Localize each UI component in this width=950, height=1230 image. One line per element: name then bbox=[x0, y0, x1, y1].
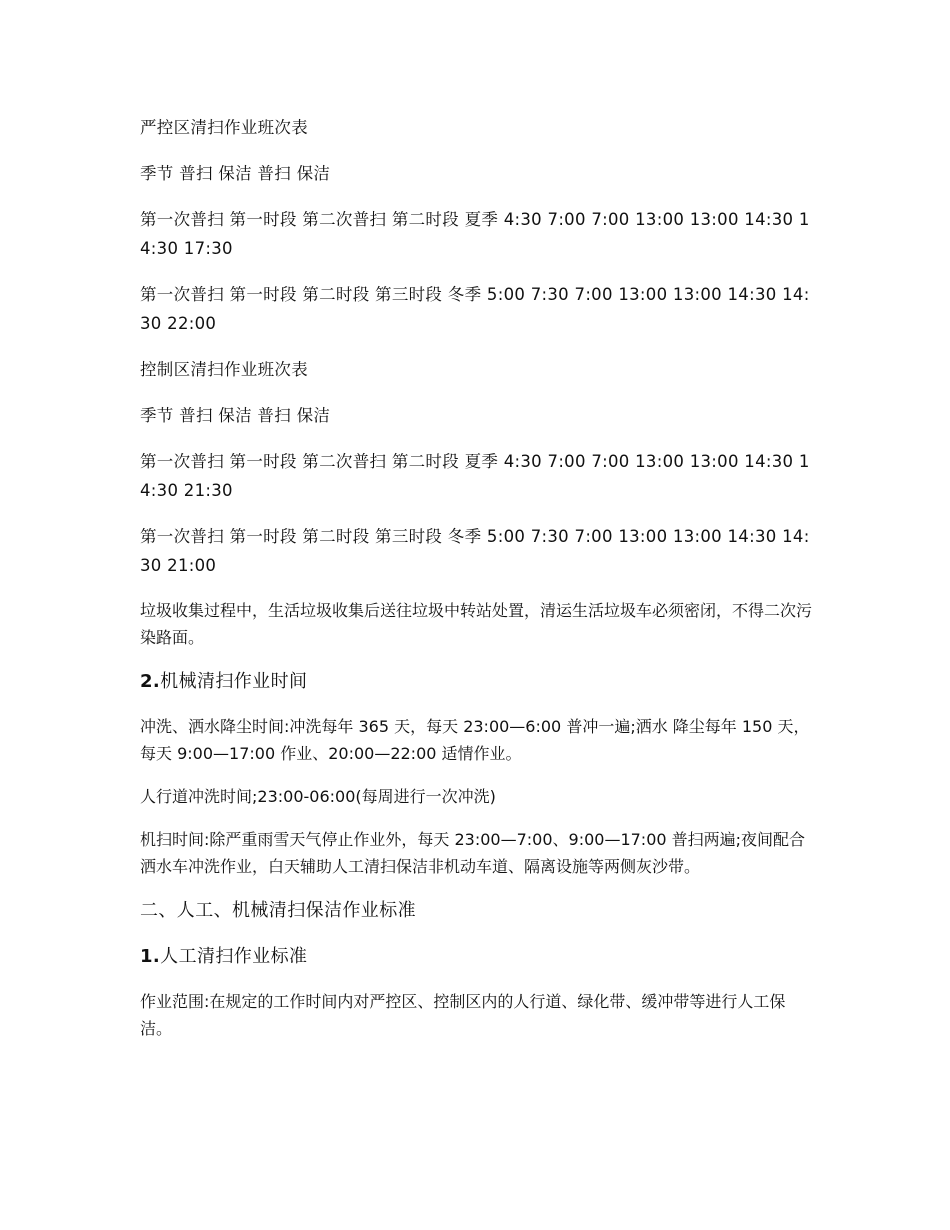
table-row-summer: 第一次普扫 第一时段 第二次普扫 第二时段 夏季 4:30 7:00 7:00 13:00 13:00 14:30 14:30 21:30 bbox=[140, 452, 810, 500]
paragraph-flush-sprinkle: 冲洗、洒水降尘时间:冲洗每年 365 天，每天 23:00—6:00 普冲一遍;洒水 降尘每年 150 天，每天 9:00—17:00 作业、20:00—22:00 适情作业。 bbox=[140, 717, 810, 763]
heading-number: 1. bbox=[140, 946, 161, 967]
paragraph-machine-sweep: 机扫时间:除严重雨雪天气停止作业外，每天 23:00—7:00、9:00—17:00 普扫两遍;夜间配合洒水车冲洗作业，白天辅助人工清扫保洁非机动车道、隔离设施等两侧灰沙带。 bbox=[140, 830, 806, 876]
section-heading-standards: 二、人工、机械清扫保洁作业标准 bbox=[140, 900, 416, 921]
table-row-winter: 第一次普扫 第一时段 第二时段 第三时段 冬季 5:00 7:30 7:00 13:00 13:00 14:30 14:30 22:00 bbox=[140, 285, 810, 333]
table-row-winter: 第一次普扫 第一时段 第二时段 第三时段 冬季 5:00 7:30 7:00 13:00 13:00 14:30 14:30 21:00 bbox=[140, 527, 810, 575]
table-title-strict-zone: 严控区清扫作业班次表 bbox=[140, 118, 308, 137]
table-title-control-zone: 控制区清扫作业班次表 bbox=[140, 360, 308, 379]
paragraph-garbage-collection: 垃圾收集过程中，生活垃圾收集后送往垃圾中转站处置，清运生活垃圾车必须密闭，不得二次污染路面。 bbox=[140, 601, 813, 647]
heading-text: 人工清扫作业标准 bbox=[160, 946, 308, 967]
table-row-summer: 第一次普扫 第一时段 第二次普扫 第二时段 夏季 4:30 7:00 7:00 13:00 13:00 14:30 14:30 17:30 bbox=[140, 210, 810, 258]
section-heading-mechanical-time bbox=[140, 667, 812, 697]
heading-number: 2. bbox=[140, 671, 161, 692]
table-header-row: 季节 普扫 保洁 普扫 保洁 bbox=[140, 164, 331, 183]
document-page bbox=[140, 113, 812, 1058]
paragraph-sidewalk-flush: 人行道冲洗时间;23:00-06:00(每周进行一次冲洗) bbox=[140, 787, 496, 806]
paragraph-work-scope: 作业范围:在规定的工作时间内对严控区、控制区内的人行道、绿化带、缓冲带等进行人工保洁。 bbox=[140, 992, 786, 1038]
section-heading-manual-standard bbox=[140, 942, 812, 972]
table-header-row: 季节 普扫 保洁 普扫 保洁 bbox=[140, 406, 331, 425]
heading-text: 机械清扫作业时间 bbox=[160, 671, 308, 692]
